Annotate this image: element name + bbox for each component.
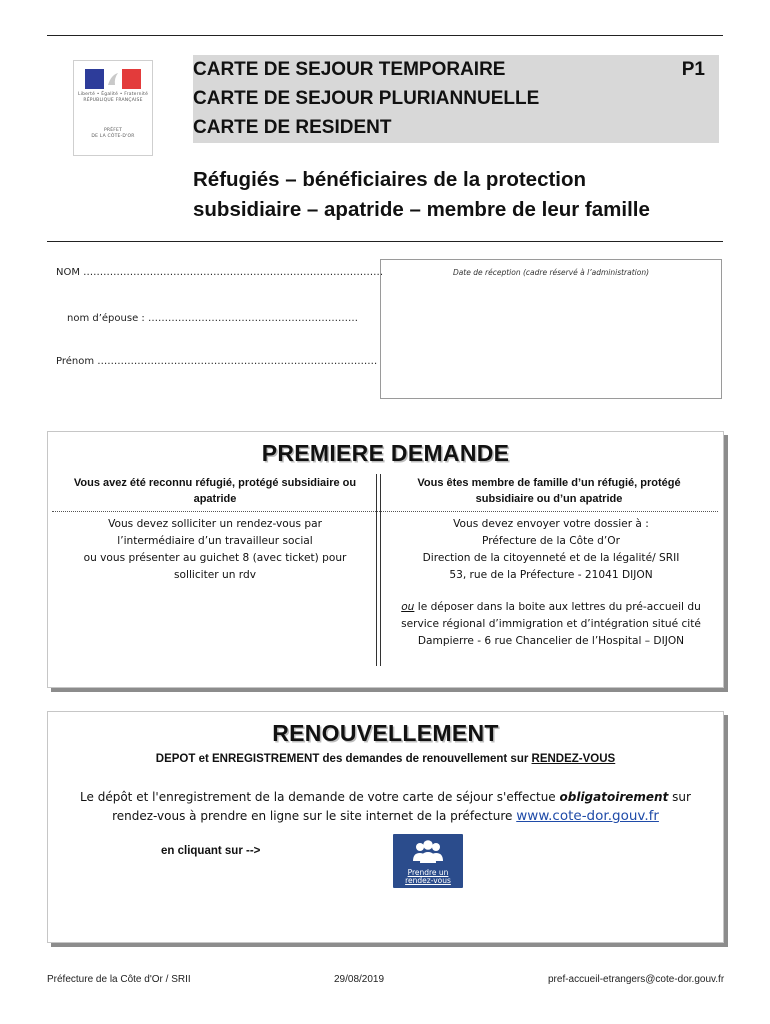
heading-divider xyxy=(52,511,718,512)
logo-motto: Liberté • Égalité • Fraternité xyxy=(77,92,149,97)
title-line-1: CARTE DE SEJOUR TEMPORAIRE xyxy=(193,59,506,80)
form-code: P1 xyxy=(681,59,705,80)
renouvellement-subheading xyxy=(48,753,723,765)
title-line-2: CARTE DE SEJOUR PLURIANNUELLE xyxy=(193,88,540,109)
logo-department: DE LA CÔTE-D'OR xyxy=(91,134,135,139)
reception-label: Date de réception (cadre réservé à l’administration) xyxy=(452,268,650,277)
button-label xyxy=(393,869,463,885)
left-body-line: l’intermédiaire d’un travailleur social xyxy=(117,535,313,547)
footer-email[interactable]: pref-accueil-etrangers@cote-dor.gouv.fr xyxy=(548,974,725,985)
right-body-line: Direction de la citoyenneté et de la légalité/ SRII xyxy=(422,552,680,564)
subtitle-line-2: subsidiaire – apatride – membre de leur famille xyxy=(193,198,650,221)
right-alt-line-1 xyxy=(384,599,718,616)
prenom-field[interactable]: Prénom ………………………………………………………………………… xyxy=(56,356,378,367)
title-line-3: CARTE DE RESIDENT xyxy=(193,117,392,138)
right-alt-line-3: Dampierre - 6 rue Chancelier de l’Hospital – DIJON xyxy=(417,635,685,647)
cta-label: en cliquant sur --> xyxy=(161,845,261,857)
left-body-line: solliciter un rdv xyxy=(174,569,256,581)
flag-red-band xyxy=(122,69,141,89)
renouvellement-panel xyxy=(47,711,724,943)
prendre-rendez-vous-button[interactable] xyxy=(393,834,463,888)
top-rule xyxy=(47,35,723,36)
flag-icon xyxy=(85,69,141,89)
nom-field[interactable]: NOM ……………………………………………………………………………… xyxy=(56,267,384,278)
renouvellement-title: RENOUVELLEMENT xyxy=(272,720,499,746)
or-emphasis: ou xyxy=(401,601,415,613)
rendez-vous-emphasis: RENDEZ-VOUS xyxy=(531,753,616,765)
button-label-line-1: Prendre un xyxy=(407,868,449,877)
right-body-line: Vous devez envoyer votre dossier à : xyxy=(453,518,649,530)
right-column-body xyxy=(384,516,718,650)
people-icon xyxy=(393,839,463,869)
flag-white-band xyxy=(104,69,123,89)
flag-blue-band xyxy=(85,69,104,89)
header-rule xyxy=(47,241,723,242)
right-heading-line-2: subsidiaire ou d’un apatride xyxy=(475,493,623,505)
body-text: rendez-vous à prendre en ligne sur le site internet de la préfecture xyxy=(112,809,517,823)
prefecture-logo xyxy=(73,60,153,156)
left-column-body xyxy=(52,516,378,584)
right-body-line: 53, rue de la Préfecture - 21041 DIJON xyxy=(449,569,653,581)
subtitle-line-1: Réfugiés – bénéficiaires de la protection xyxy=(193,168,587,191)
right-heading-line-1: Vous êtes membre de famille d’un réfugié, protégé xyxy=(417,477,681,489)
premiere-demande-title: PREMIERE DEMANDE xyxy=(261,440,510,466)
right-body-line: Préfecture de la Côte d’Or xyxy=(482,535,620,547)
right-alt-text: le déposer dans la boite aux lettres du pré-accueil du xyxy=(414,601,701,613)
body-line-2 xyxy=(68,807,703,826)
left-heading-line-1: Vous avez été reconnu réfugié, protégé subsidiaire ou xyxy=(73,477,357,489)
subheading-text: DEPOT et ENREGISTREMENT des demandes de renouvellement sur xyxy=(155,753,532,765)
obligatoirement-emphasis: obligatoirement xyxy=(559,790,669,804)
left-body-line: ou vous présenter au guichet 8 (avec ticket) pour xyxy=(83,552,347,564)
left-column-heading xyxy=(52,475,378,507)
reception-date-box xyxy=(380,259,722,399)
left-heading-line-2: apatride xyxy=(193,493,237,505)
prefecture-website-link[interactable]: www.cote-dor.gouv.fr xyxy=(516,808,659,824)
renouvellement-body xyxy=(68,788,703,826)
logo-republic: RÉPUBLIQUE FRANÇAISE xyxy=(83,98,143,103)
footer-date: 29/08/2019 xyxy=(334,974,385,985)
premiere-demande-panel xyxy=(47,431,724,688)
logo-prefet: PRÉFET xyxy=(103,128,123,133)
body-text: Le dépôt et l'enregistrement de la demande de votre carte de séjour s'effectue xyxy=(80,790,560,804)
right-column-heading xyxy=(386,475,712,507)
left-body-line: Vous devez solliciter un rendez-vous par xyxy=(108,518,322,530)
footer-left: Préfecture de la Côte d'Or / SRII xyxy=(47,974,191,985)
nom-epouse-field[interactable]: nom d’épouse : ……………………………………………………… xyxy=(67,313,358,324)
body-line-1 xyxy=(68,788,703,807)
body-text: sur xyxy=(668,790,691,804)
button-label-line-2: rendez-vous xyxy=(405,876,451,885)
page-subtitle xyxy=(193,165,733,225)
right-alt-line-2: service régional d’immigration et d’intégration situé cité xyxy=(401,618,701,630)
title-band xyxy=(193,55,719,143)
